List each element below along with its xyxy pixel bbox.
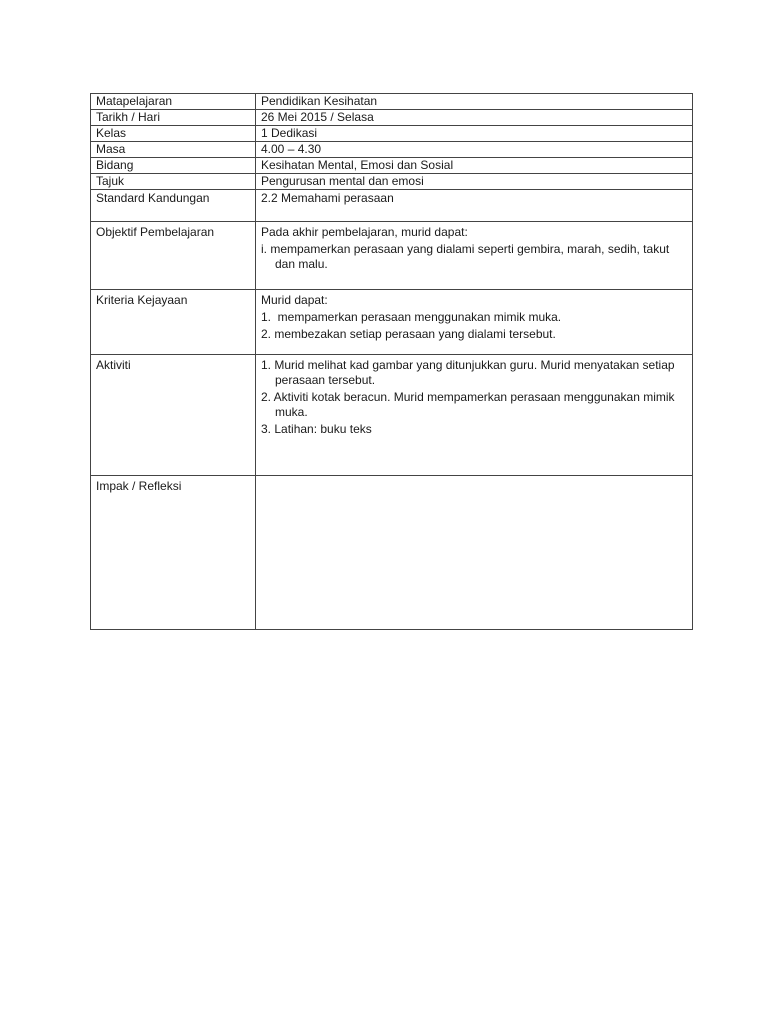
- value-aktiviti: [256, 355, 693, 476]
- value-objektif: [256, 222, 693, 290]
- value-bidang: Kesihatan Mental, Emosi dan Sosial: [256, 158, 693, 174]
- value-impak-refleksi: [256, 476, 693, 630]
- row-masa: [91, 142, 693, 158]
- row-tarikh-hari: [91, 110, 693, 126]
- label-aktiviti: Aktiviti: [91, 355, 256, 476]
- value-tajuk: Pengurusan mental dan emosi: [256, 174, 693, 190]
- row-kelas: [91, 126, 693, 142]
- kriteria-item: 2. membezakan setiap perasaan yang dialami tersebut.: [261, 327, 556, 341]
- label-tajuk: Tajuk: [91, 174, 256, 190]
- row-impak-refleksi: [91, 476, 693, 630]
- value-standard-kandungan: 2.2 Memahami perasaan: [256, 190, 693, 222]
- row-bidang: [91, 158, 693, 174]
- objektif-intro: Pada akhir pembelajaran, murid dapat:: [261, 225, 468, 239]
- aktiviti-item: 2. Aktiviti kotak beracun. Murid mempamerkan perasaan menggunakan mimik muka.: [261, 390, 675, 419]
- aktiviti-item: 3. Latihan: buku teks: [261, 422, 372, 436]
- label-masa: Masa: [91, 142, 256, 158]
- value-tarikh-hari: 26 Mei 2015 / Selasa: [256, 110, 693, 126]
- label-standard-kandungan: Standard Kandungan: [91, 190, 256, 222]
- value-kelas: 1 Dedikasi: [256, 126, 693, 142]
- kriteria-item: 1. mempamerkan perasaan menggunakan mimik muka.: [261, 310, 562, 324]
- label-objektif: Objektif Pembelajaran: [91, 222, 256, 290]
- aktiviti-item: 1. Murid melihat kad gambar yang ditunjukkan guru. Murid menyatakan setiap perasaan tersebut.: [261, 358, 675, 387]
- kriteria-intro: Murid dapat:: [261, 293, 328, 307]
- label-kelas: Kelas: [91, 126, 256, 142]
- row-matapelajaran: [91, 94, 693, 110]
- label-bidang: Bidang: [91, 158, 256, 174]
- row-aktiviti: [91, 355, 693, 476]
- label-matapelajaran: Matapelajaran: [91, 94, 256, 110]
- objektif-item: i. mempamerkan perasaan yang dialami seperti gembira, marah, sedih, takut dan malu.: [261, 242, 670, 271]
- row-standard-kandungan: [91, 190, 693, 222]
- label-tarikh-hari: Tarikh / Hari: [91, 110, 256, 126]
- row-kriteria: [91, 290, 693, 355]
- label-impak-refleksi: Impak / Refleksi: [91, 476, 256, 630]
- row-tajuk: [91, 174, 693, 190]
- row-objektif: [91, 222, 693, 290]
- lesson-plan-table: [90, 93, 693, 630]
- value-masa: 4.00 – 4.30: [256, 142, 693, 158]
- label-kriteria: Kriteria Kejayaan: [91, 290, 256, 355]
- value-kriteria: [256, 290, 693, 355]
- value-matapelajaran: Pendidikan Kesihatan: [256, 94, 693, 110]
